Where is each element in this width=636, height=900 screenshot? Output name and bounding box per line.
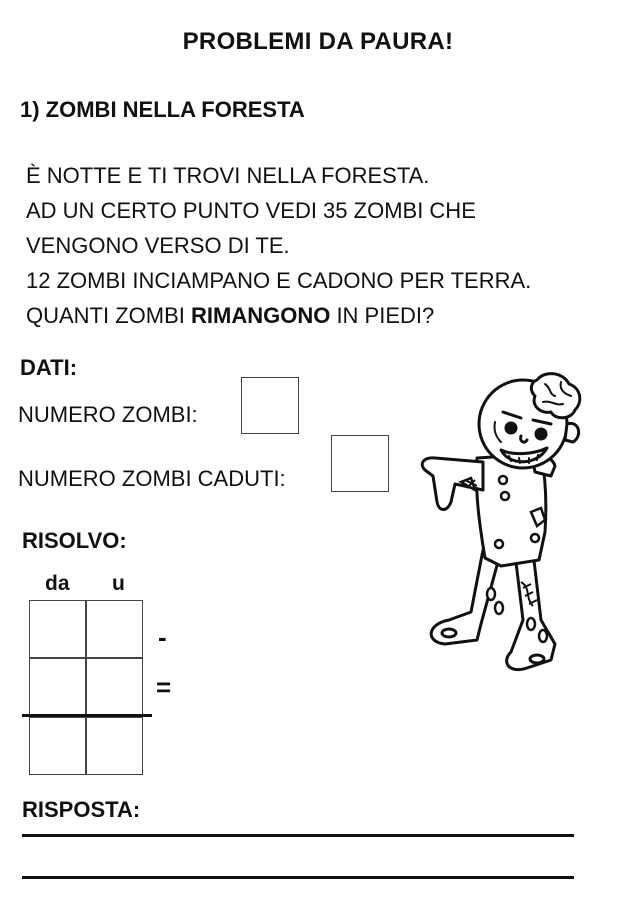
numero-zombi-box[interactable]	[241, 377, 299, 434]
problem-question	[26, 298, 531, 333]
grid-cell-tens-1[interactable]	[29, 600, 86, 658]
dati-heading: DATI:	[20, 355, 78, 380]
problem-line: 12 ZOMBI INCIAMPANO E CADONO PER TERRA.	[26, 268, 532, 293]
calculation-grid	[29, 600, 145, 778]
equals-sign: =	[156, 672, 172, 702]
answer-line-2[interactable]	[22, 876, 574, 879]
question-text-end: IN PIEDI?	[330, 303, 435, 328]
question-emphasis: RIMANGONO	[191, 303, 331, 328]
risolvo-heading: RISOLVO:	[22, 528, 127, 553]
column-units-label: u	[112, 572, 125, 595]
zombie-right-leg	[507, 552, 555, 670]
problem-line: VENGONO VERSO DI TE.	[26, 233, 290, 258]
problem-line: AD UN CERTO PUNTO VEDI 35 ZOMBI CHE	[26, 198, 476, 223]
question-text-start: QUANTI ZOMBI	[26, 303, 191, 328]
problem-line: È NOTTE E TI TROVI NELLA FORESTA.	[26, 163, 430, 188]
numero-zombi-caduti-box[interactable]	[331, 435, 389, 492]
grid-cell-units-2[interactable]	[86, 658, 143, 716]
grid-cell-tens-2[interactable]	[29, 658, 86, 716]
page-title: PROBLEMI DA PAURA!	[182, 28, 454, 55]
problem-heading: 1) ZOMBI NELLA FORESTA	[20, 97, 305, 122]
answer-line-1[interactable]	[22, 834, 574, 837]
problem-text	[26, 158, 531, 333]
grid-cell-units-1[interactable]	[86, 600, 143, 658]
numero-zombi-caduti-label: NUMERO ZOMBI CADUTI:	[18, 466, 286, 491]
grid-cell-tens-result[interactable]	[29, 717, 86, 775]
sum-line	[22, 714, 152, 717]
minus-sign: -	[158, 622, 167, 652]
grid-cell-units-result[interactable]	[86, 717, 143, 775]
risposta-heading: RISPOSTA:	[22, 797, 141, 822]
column-tens-label: da	[45, 572, 70, 595]
numero-zombi-label: NUMERO ZOMBI:	[18, 402, 198, 427]
zombie-illustration	[405, 362, 605, 682]
